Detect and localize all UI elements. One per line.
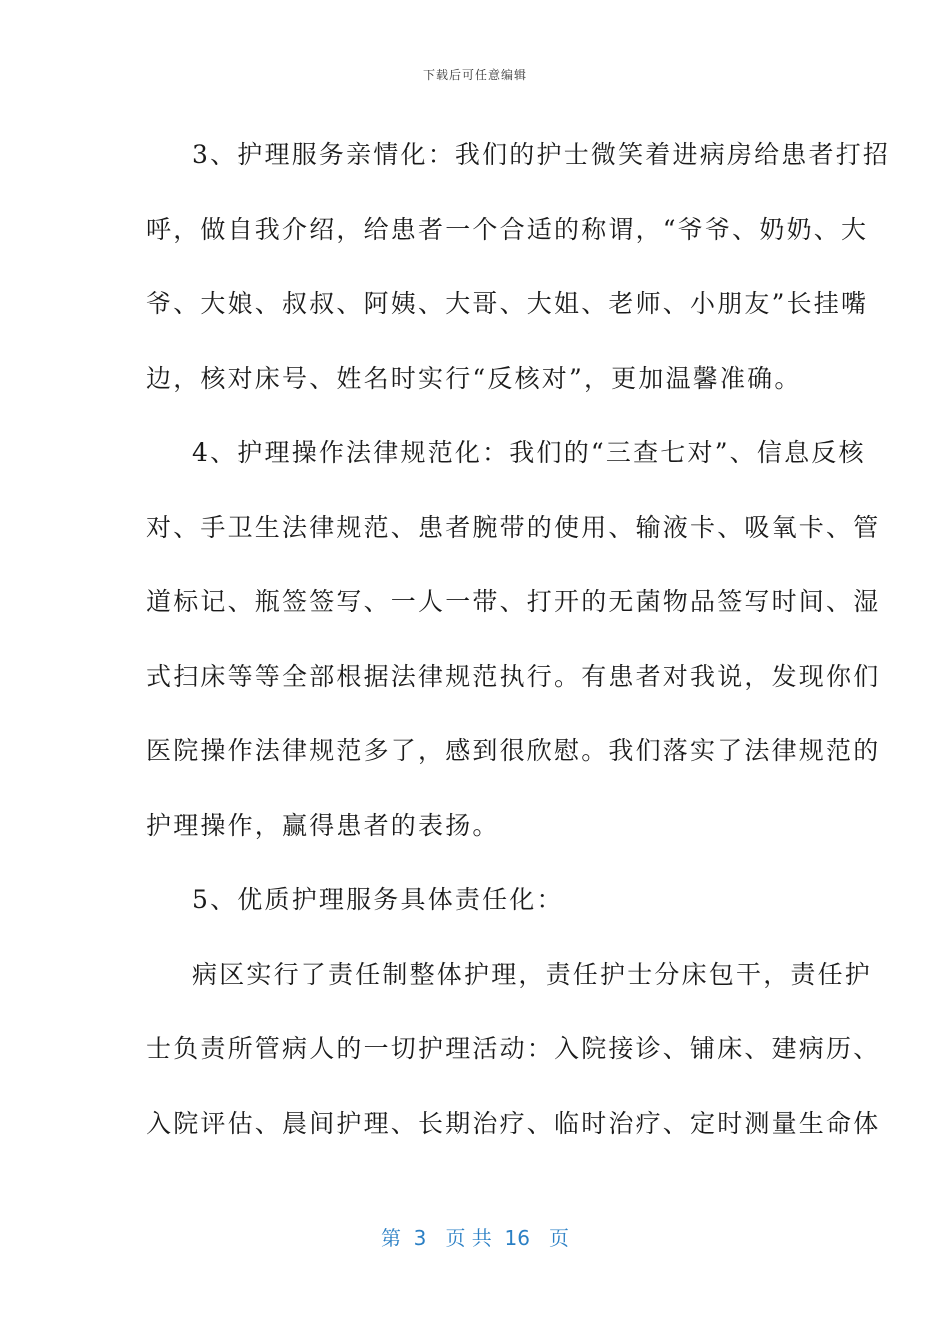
paragraph-line: 对、手卫生法律规范、患者腕带的使用、输液卡、吸氧卡、管 (146, 512, 881, 542)
paragraph-line: 3、护理服务亲情化：我们的护士微笑着进病房给患者打招 (192, 140, 891, 169)
page-number: 第 3 页 共 16 页 (380, 1226, 570, 1250)
paragraph-line: 医院操作法律规范多了，感到很欣慰。我们落实了法律规范的 (146, 736, 881, 765)
paragraph-line: 式扫床等等全部根据法律规范执行。有患者对我说，发现你们 (146, 661, 881, 691)
paragraph-line: 入院评估、晨间护理、长期治疗、临时治疗、定时测量生命体 (146, 1108, 881, 1138)
document-body (146, 118, 891, 1161)
paragraph-line: 呼，做自我介绍，给患者一个合适的称谓，“爷爷、奶奶、大 (146, 214, 869, 244)
paragraph-line: 5、优质护理服务具体责任化： (192, 885, 564, 914)
paragraph-line: 护理操作，赢得患者的表扬。 (146, 810, 500, 840)
paragraph-line: 边，核对床号、姓名时实行“反核对”，更加温馨准确。 (146, 363, 802, 393)
paragraph-line: 道标记、瓶签签写、一人一带、打开的无菌物品签写时间、湿 (146, 587, 881, 616)
paragraph-line: 4、护理操作法律规范化：我们的“三查七对”、信息反核 (192, 438, 866, 467)
paragraph-line: 士负责所管病人的一切护理活动：入院接诊、铺床、建病历、 (146, 1034, 881, 1063)
header-note: 下载后可任意编辑 (422, 68, 527, 82)
paragraph-line: 爷、大娘、叔叔、阿姨、大哥、大姐、老师、小朋友”长挂嘴 (146, 289, 869, 318)
paragraph-line: 病区实行了责任制整体护理，责任护士分床包干，责任护 (192, 959, 873, 989)
